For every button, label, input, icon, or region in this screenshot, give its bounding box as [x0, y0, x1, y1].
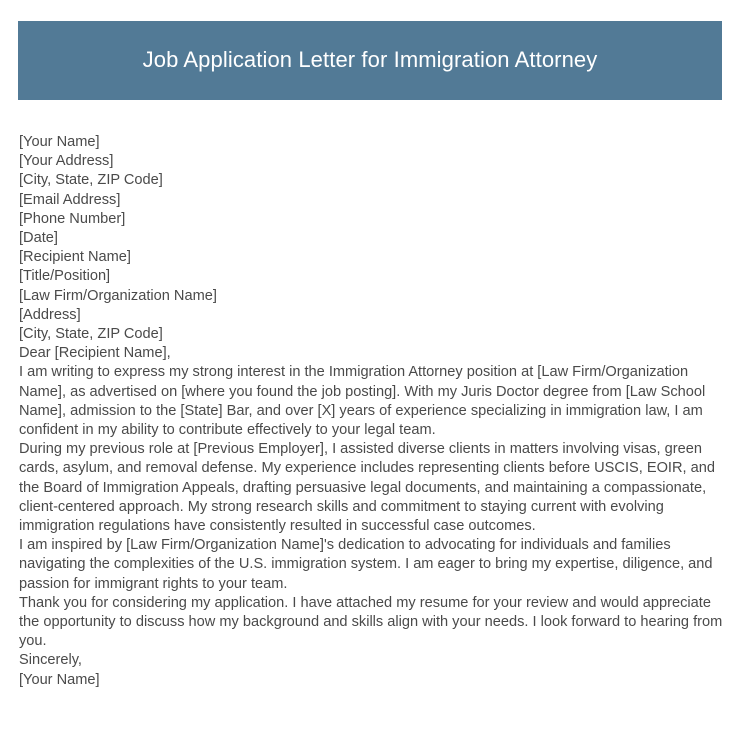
sender-address-block — [19, 133, 727, 248]
recipient-line: [Law Firm/Organization Name] — [19, 287, 217, 304]
sender-line: [City, State, ZIP Code] — [19, 172, 163, 189]
closing-salutation: Sincerely, — [19, 652, 82, 669]
page-title: Job Application Letter for Immigration Attorney — [142, 47, 598, 73]
recipient-line: [City, State, ZIP Code] — [19, 326, 163, 343]
sender-line: [Your Name] — [19, 134, 100, 150]
recipient-line: [Recipient Name] — [19, 249, 131, 266]
salutation: Dear [Recipient Name], — [19, 345, 171, 362]
letter-paragraph: I am inspired by [Law Firm/Organization Name]'s dedication to advocating for individuals and families navigating the complexities of the U.S. immigration system. I am eager to bring my expertise, diligence, and passion for immigrant rights to your team. — [19, 537, 713, 592]
sender-line: [Email Address] — [19, 191, 121, 208]
letter-body — [19, 133, 727, 690]
letter-paragraph: Thank you for considering my application. I have attached my resume for your review and would appreciate the opportunity to discuss how my background and skills align with your needs. I look forward to hearing from you. — [19, 594, 723, 650]
letter-paragraph: I am writing to express my strong interest in the Immigration Attorney position at [Law Firm/Organization Name], as advertised on [where you found the job posting]. With my Juris Doctor degree from [Law School Name], admission to the [State] Bar, and over [X] years of experience specializing in immigration law, I am confident in my ability to contribute effectively to your legal team. — [19, 364, 706, 439]
recipient-line: [Title/Position] — [19, 268, 111, 285]
sender-line: [Your Address] — [19, 153, 114, 170]
signature-name: [Your Name] — [19, 671, 100, 688]
document-header-banner — [18, 21, 722, 100]
sender-line: [Date] — [19, 230, 58, 247]
recipient-line: [Address] — [19, 306, 81, 323]
sender-line: [Phone Number] — [19, 210, 126, 227]
recipient-address-block — [19, 248, 727, 344]
letter-paragraph: During my previous role at [Previous Employer], I assisted diverse clients in matters involving visas, green cards, asylum, and removal defense. My experience includes representing clients before USCIS, EOIR, and the Board of Immigration Appeals, drafting persuasive legal documents, and maintaining a compassionate, client-centered approach. My strong research skills and commitment to staying current with evolving immigration regulations have consistently resulted in successful case outcomes. — [19, 441, 715, 535]
